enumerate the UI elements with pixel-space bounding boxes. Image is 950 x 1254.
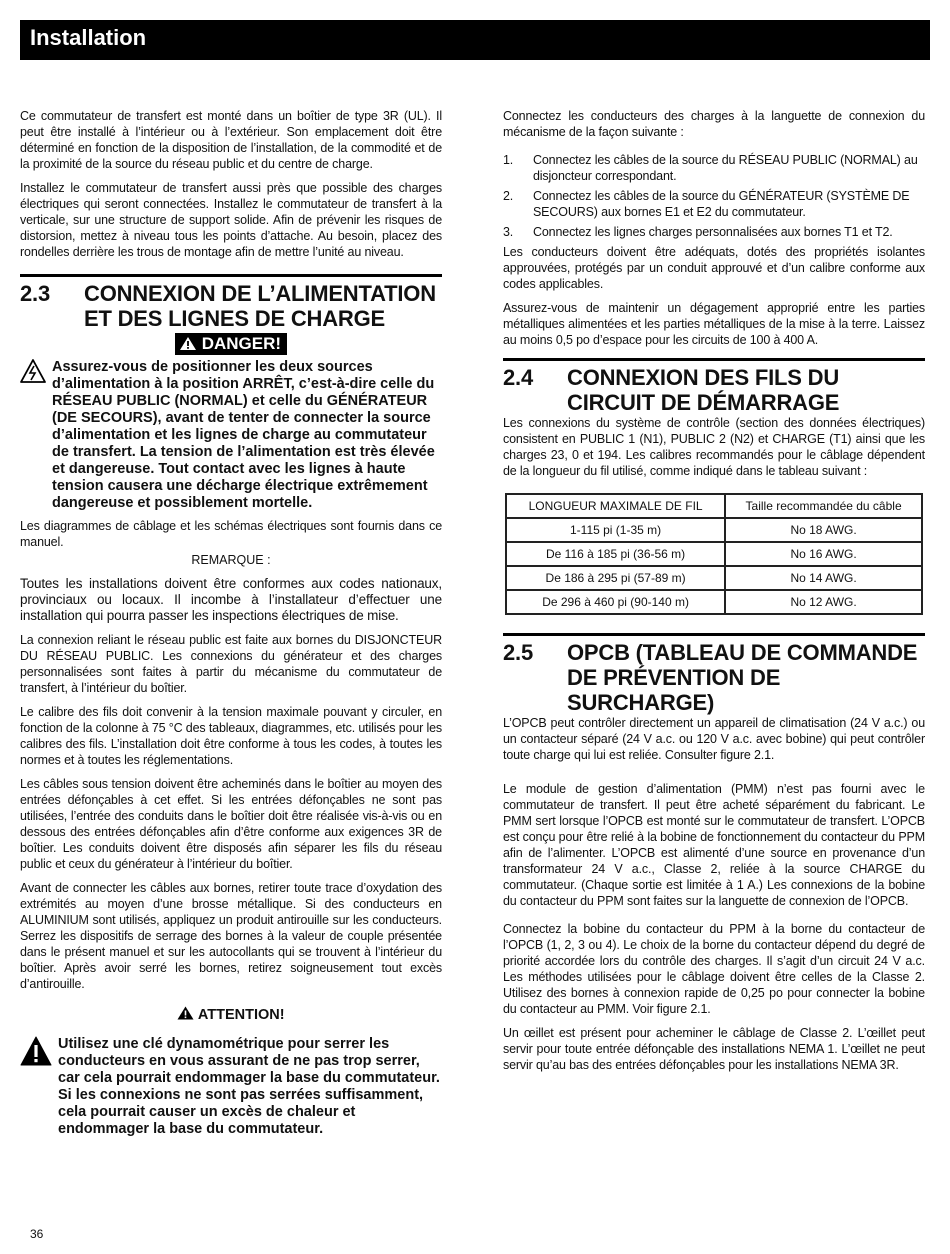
section-title: CONNEXION DE L’ALIMENTATION ET DES LIGNES DE CHARGE <box>84 281 436 331</box>
table-cell: De 116 à 185 pi (36-56 m) <box>506 542 725 566</box>
section-rule <box>503 358 925 361</box>
diagrams-paragraph: Les diagrammes de câblage et les schémas électriques sont fournis dans ce manuel. <box>20 519 442 549</box>
caution-exclamation-icon <box>20 1036 52 1066</box>
danger-text: Assurez-vous de positionner les deux sources d’alimentation à la position ARRÊT, c’est-à-dire celle du RÉSEAU PUBLIC (NORMAL) et celle du GÉNÉRATEUR (DE SECOURS), avant de tenter de connecter la source d’alimentation et les lignes de charge au commutateur de transfert. La tension de l’alimentation est très élevée et dangereuse. Tout contact avec les lignes à haute tension causera une décharge électrique extrêmement dangereuse et possiblement mortelle. <box>52 359 435 511</box>
section-number: 2.5 <box>503 640 533 665</box>
attention-text: Utilisez une clé dynamométrique pour serrer les conducteurs en vous assurant de ne pas trop serrer, car cela pourrait endommager la base du commutateur. Si les connexions ne sont pas serrées suffisamment, cela pourrait causer un excès de chaleur et endommager la base du commutateur. <box>58 1036 440 1137</box>
table-cell: De 296 à 460 pi (90-140 m) <box>506 590 725 614</box>
body-paragraph: Le calibre des fils doit convenir à la tension maximale pouvant y circuler, en fonction de la colonne à 75 °C des tableaux, diagrammes, etc. utilisés pour les calibres des fils. L’installation doit être conforme à tous les codes, à toutes les normes et à toutes les réglementations. <box>20 705 442 767</box>
section-heading-2-3 <box>20 281 442 331</box>
table-row <box>506 566 922 590</box>
table-cell: No 12 AWG. <box>725 590 922 614</box>
table-header-cell: LONGUEUR MAXIMALE DE FIL <box>506 494 725 518</box>
attention-label: ATTENTION! <box>197 1007 285 1023</box>
section-title: CONNEXION DES FILS DU CIRCUIT DE DÉMARRAGE <box>567 365 840 415</box>
attention-heading <box>20 1006 442 1024</box>
section-heading-2-4 <box>503 365 925 415</box>
step-number: 2. <box>503 189 514 203</box>
step-number: 3. <box>503 225 514 239</box>
danger-label: DANGER! <box>201 334 282 353</box>
opcb-paragraph: Connectez la bobine du contacteur du PPM à la borne du contacteur de l’OPCB (1, 2, 3 ou 4). Le choix de la borne du contacteur dépend du degré de priorité accordée lors du contrôle des charges. Il s’agit d’un circuit 24 V a.c. Les méthodes utilisées pour le câblage doivent être celles de la Classe 2. Utilisez des bornes à connexion rapide de 0,25 po pour connecter la bobine du contacteur au PMM. Voir figure 2.1. <box>503 922 925 1016</box>
table-cell: No 16 AWG. <box>725 542 922 566</box>
page-number: 36 <box>30 1227 44 1241</box>
section-heading-2-5 <box>503 640 925 715</box>
conductors-paragraph: Les conducteurs doivent être adéquats, dotés des propriétés isolantes approuvées, protégés par un conduit approuvé et d’un calibre conforme aux codes applicables. <box>503 245 925 291</box>
remark-text: Toutes les installations doivent être conformes aux codes nationaux, provinciaux ou locaux. Il incombe à l’installateur d’effectuer une installation qui pourra passer les inspections électriques de mise. <box>20 576 442 623</box>
page-header-bar <box>20 20 930 60</box>
step-text: Connectez les lignes charges personnalisées aux bornes T1 et T2. <box>533 225 893 239</box>
list-item <box>503 152 925 184</box>
section-number: 2.4 <box>503 365 533 390</box>
opcb-paragraph: Le module de gestion d’alimentation (PMM) n’est pas fourni avec le commutateur de transfert. Il peut être acheté séparément du fabricant. Le PMM sert lorsque l’OPCB est monté sur le commutateur de transfert. L’OPCB est conçu pour être relié à la bobine de fonctionnement du contacteur du PPM afin de l’alimenter. L’OPCB est alimenté d’une source en provenance d’un transformateur 24 V a.c., Classe 2, reliée à la source CHARGE du commutateur. (Chaque sortie est limitée à 1 A.) Les connexions de la bobine du contacteur du PPM sont faites sur la languette de connexion de l’OPCB. <box>503 782 925 908</box>
table-cell: 1-115 pi (1-35 m) <box>506 518 725 542</box>
section-title: OPCB (TABLEAU DE COMMANDE DE PRÉVENTION DE SURCHARGE) <box>567 640 918 715</box>
page-header-title: Installation <box>30 25 147 50</box>
table-row <box>506 542 922 566</box>
step-text: Connectez les câbles de la source du GÉNÉRATEUR (SYSTÈME DE SECOURS) aux bornes E1 et E2 du commutateur. <box>533 189 910 219</box>
step-text: Connectez les câbles de la source du RÉSEAU PUBLIC (NORMAL) au disjoncteur correspondant. <box>533 153 918 183</box>
steps-list <box>503 152 925 240</box>
list-item <box>503 188 925 220</box>
table-row <box>506 590 922 614</box>
danger-warning <box>20 359 442 512</box>
step-number: 1. <box>503 153 514 167</box>
remark-label: REMARQUE : <box>191 553 271 567</box>
section-number: 2.3 <box>20 281 50 306</box>
table-cell: De 186 à 295 pi (57-89 m) <box>506 566 725 590</box>
opcb-paragraph: Un œillet est présent pour acheminer le câblage de Classe 2. L’œillet peut servir pour toute entrée défonçable des installations NEMA 1. L’œillet ne peut servir qu’au bas des entrées défonçables pour les installations NEMA 3R. <box>503 1026 925 1072</box>
intro-paragraph: Installez le commutateur de transfert aussi près que possible des charges électriques qui seront connectées. Installez le commutateur de transfert à la verticale, sur une structure de support solide. Afin de prévenir les risques de distorsion, mettez à niveau tous les points d’attache. Au besoin, placez des rondelles derrière les trous de montage afin de mettre l’unité au niveau. <box>20 181 442 259</box>
clearance-paragraph: Assurez-vous de maintenir un dégagement approprié entre les parties métalliques alimentées et les parties métalliques de la mise à la terre. Laissez au moins 0,5 po d’espace pour les circuits de 100 à 400 A. <box>503 301 925 347</box>
body-paragraph: Avant de connecter les câbles aux bornes, retirer toute trace d’oxydation des extrémités au moyen d’une brosse métallique. Si des conducteurs en ALUMINIUM sont utilisés, appliquez un produit antirouille sur les conducteurs. Serrez les dispositifs de serrage des bornes à la valeur de couple présentée dans le présent manuel et sur les autocollants qui se trouvent à l’intérieur du boîtier. Après avoir serré les bornes, retirez soigneusement tout excès d’antirouille. <box>20 881 442 991</box>
control-wiring-paragraph: Les connexions du système de contrôle (section des données électriques) consistent en PUBLIC 1 (N1), PUBLIC 2 (N2) et CHARGE (T1) ainsi que les charges 23, 0 et 194. Les calibres recommandés pour le câblage dépendent de la longueur du fil utilisé, comme indiqué dans le tableau suivant : <box>503 416 925 478</box>
opcb-paragraph: L’OPCB peut contrôler directement un appareil de climatisation (24 V a.c.) ou un contacteur séparé (24 V a.c. ou 120 V a.c. avec bobine) qui peut contrôler toute charge qui lui est reliée. Consulter figure 2.1. <box>503 716 925 762</box>
body-paragraph: La connexion reliant le réseau public est faite aux bornes du DISJONCTEUR DU RÉSEAU PUBLIC. Les connexions du générateur et des charges personnalisées sont faites à partir du mécanisme du commutateur de transfert, à l’intérieur du boîtier. <box>20 633 442 695</box>
attention-warning <box>20 1036 442 1138</box>
connect-intro: Connectez les conducteurs des charges à la languette de connexion du mécanisme de la façon suivante : <box>503 109 925 139</box>
left-column <box>20 108 442 1144</box>
danger-banner <box>20 333 442 355</box>
wire-size-table <box>505 493 923 615</box>
warning-triangle-icon <box>179 336 197 351</box>
table-cell: No 18 AWG. <box>725 518 922 542</box>
body-paragraph: Les câbles sous tension doivent être acheminés dans le boîtier au moyen des entrées défonçables à cet effet. Si les entrées défonçables ne sont pas utilisées, l’entrée des conduits dans le boîtier doit être réalisée vis-à-vis ou en dessous des entrées défonçables afin d’être conforme aux exigences 3R de boîtier. Les conduits doivent être disposés afin séparer les fils du réseau public et ceux du générateur à l’intérieur du boîtier. <box>20 777 442 871</box>
table-header-row <box>506 494 922 518</box>
warning-triangle-icon <box>177 1006 194 1020</box>
list-item <box>503 224 925 240</box>
electric-shock-icon <box>20 359 46 383</box>
intro-paragraph: Ce commutateur de transfert est monté dans un boîtier de type 3R (UL). Il peut être installé à l’intérieur ou à l’extérieur. Son emplacement doit être déterminé en fonction de la disposition de l’installation, de la commodité et de la proximité de la source du réseau public et du centre de charge. <box>20 109 442 171</box>
right-column <box>503 108 925 1081</box>
section-rule <box>503 633 925 636</box>
danger-badge <box>175 333 287 355</box>
table-row <box>506 518 922 542</box>
table-header-cell: Taille recommandée du câble <box>725 494 922 518</box>
section-rule <box>20 274 442 277</box>
table-cell: No 14 AWG. <box>725 566 922 590</box>
